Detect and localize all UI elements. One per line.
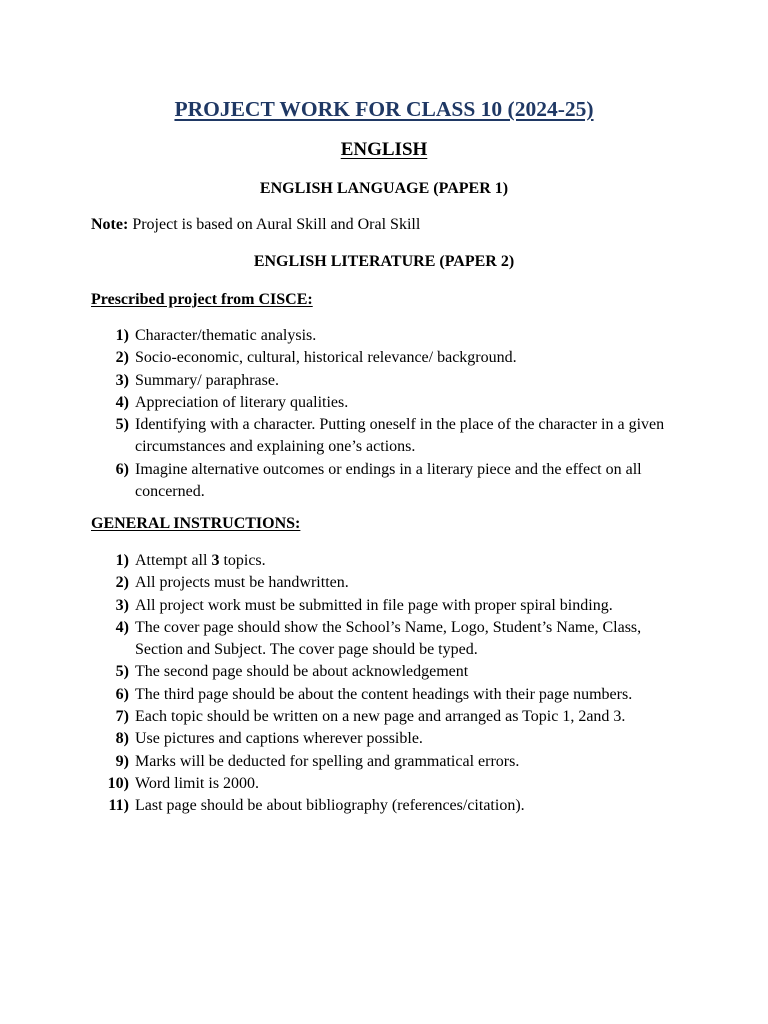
list-item-number: 1) <box>115 327 129 344</box>
emphasis-text: 3 <box>211 552 220 569</box>
text-run: Last page should be about bibliography (references/citation). <box>135 797 525 815</box>
list-item-text <box>135 414 680 459</box>
text-run: Appreciation of literary qualities. <box>135 393 349 411</box>
list-item-text <box>135 595 680 617</box>
text-run: All projects must be handwritten. <box>135 574 349 592</box>
subject-heading: ENGLISH <box>340 139 428 160</box>
list-item-text <box>135 370 680 392</box>
list-item-text <box>135 728 680 750</box>
text-run: The third page should be about the content headings with their page numbers. <box>135 685 633 703</box>
text-run: The second page should be about acknowledgement <box>135 663 469 681</box>
list-item-number: 8) <box>115 730 129 748</box>
page-title: PROJECT WORK FOR CLASS 10 (2024-25) <box>174 97 594 121</box>
list-item-number: 6) <box>115 460 129 478</box>
text-run: Imagine alternative outcomes or endings in a literary piece and the effect on all concerned. <box>135 460 642 501</box>
list-item-text <box>135 550 680 572</box>
instruction-item <box>91 728 691 750</box>
text-run: Marks will be deducted for spelling and grammatical errors. <box>135 752 520 770</box>
prescribed-list-item <box>91 370 691 392</box>
text-run: Attempt all <box>135 552 212 569</box>
instruction-item <box>91 773 691 795</box>
prescribed-heading: Prescribed project from CISCE: <box>91 291 313 308</box>
list-item-text <box>135 773 680 795</box>
instruction-item <box>91 572 691 594</box>
instruction-item <box>91 661 691 683</box>
list-item-number: 4) <box>115 393 129 411</box>
prescribed-list-item <box>91 459 691 504</box>
note-line <box>91 214 420 236</box>
text-run: Word limit is 2000. <box>135 774 260 792</box>
list-item-text <box>135 347 680 369</box>
list-item-text <box>135 684 680 706</box>
list-item-number: 9) <box>115 752 129 770</box>
instruction-item <box>91 706 691 728</box>
list-item-text <box>135 392 680 414</box>
list-item-number: 2) <box>115 574 129 592</box>
list-item-text <box>135 572 680 594</box>
list-item-text <box>135 617 680 662</box>
prescribed-list-item <box>91 414 691 459</box>
instruction-item <box>91 684 691 706</box>
prescribed-list <box>91 325 691 503</box>
note-text: Project is based on Aural Skill and Oral Skill <box>128 216 421 233</box>
list-item-number: 4) <box>115 618 129 636</box>
text-run: The cover page should show the School’s Name, Logo, Student’s Name, Class, Section and Subject. The cover page should be typed. <box>135 618 642 659</box>
instruction-item <box>91 795 691 817</box>
list-item-number: 10) <box>107 774 129 792</box>
paper1-heading: ENGLISH LANGUAGE (PAPER 1) <box>259 180 509 197</box>
list-item-number: 5) <box>115 416 129 434</box>
text-run: Socio-economic, cultural, historical relevance/ background. <box>135 349 517 367</box>
text-run: Identifying with a character. Putting oneself in the place of the character in a given circumstances and explaining one’s actions. <box>135 416 665 456</box>
general-instructions-list <box>91 550 691 818</box>
instruction-item <box>91 595 691 617</box>
general-instructions-heading: GENERAL INSTRUCTIONS: <box>91 515 301 532</box>
list-item-number: 11) <box>108 797 129 815</box>
instruction-item <box>91 751 691 773</box>
text-run: Summary/ paraphrase. <box>135 371 279 389</box>
prescribed-list-item <box>91 325 691 347</box>
list-item-number: 3) <box>115 371 129 389</box>
list-item-text <box>135 706 680 728</box>
list-item-number: 7) <box>115 708 129 726</box>
list-item-number: 3) <box>115 596 129 614</box>
text-run: topics. <box>219 552 266 569</box>
list-item-text <box>135 795 680 817</box>
paper2-heading: ENGLISH LITERATURE (PAPER 2) <box>253 253 515 270</box>
prescribed-list-item <box>91 392 691 414</box>
note-label: Note: <box>91 216 129 233</box>
list-item-text <box>135 459 680 504</box>
text-run: Each topic should be written on a new page and arranged as Topic 1, 2and 3. <box>135 708 626 726</box>
instruction-item <box>91 550 691 572</box>
text-run: Use pictures and captions wherever possible. <box>135 730 423 748</box>
list-item-number: 5) <box>115 663 129 681</box>
list-item-number: 6) <box>115 685 129 703</box>
instruction-item <box>91 617 691 662</box>
list-item-number: 2) <box>115 349 129 367</box>
list-item-number: 1) <box>115 552 129 569</box>
list-item-text <box>135 325 680 347</box>
text-run: Character/thematic analysis. <box>135 327 317 344</box>
prescribed-list-item <box>91 347 691 369</box>
list-item-text <box>135 751 680 773</box>
list-item-text <box>135 661 680 683</box>
text-run: All project work must be submitted in file page with proper spiral binding. <box>135 596 613 614</box>
